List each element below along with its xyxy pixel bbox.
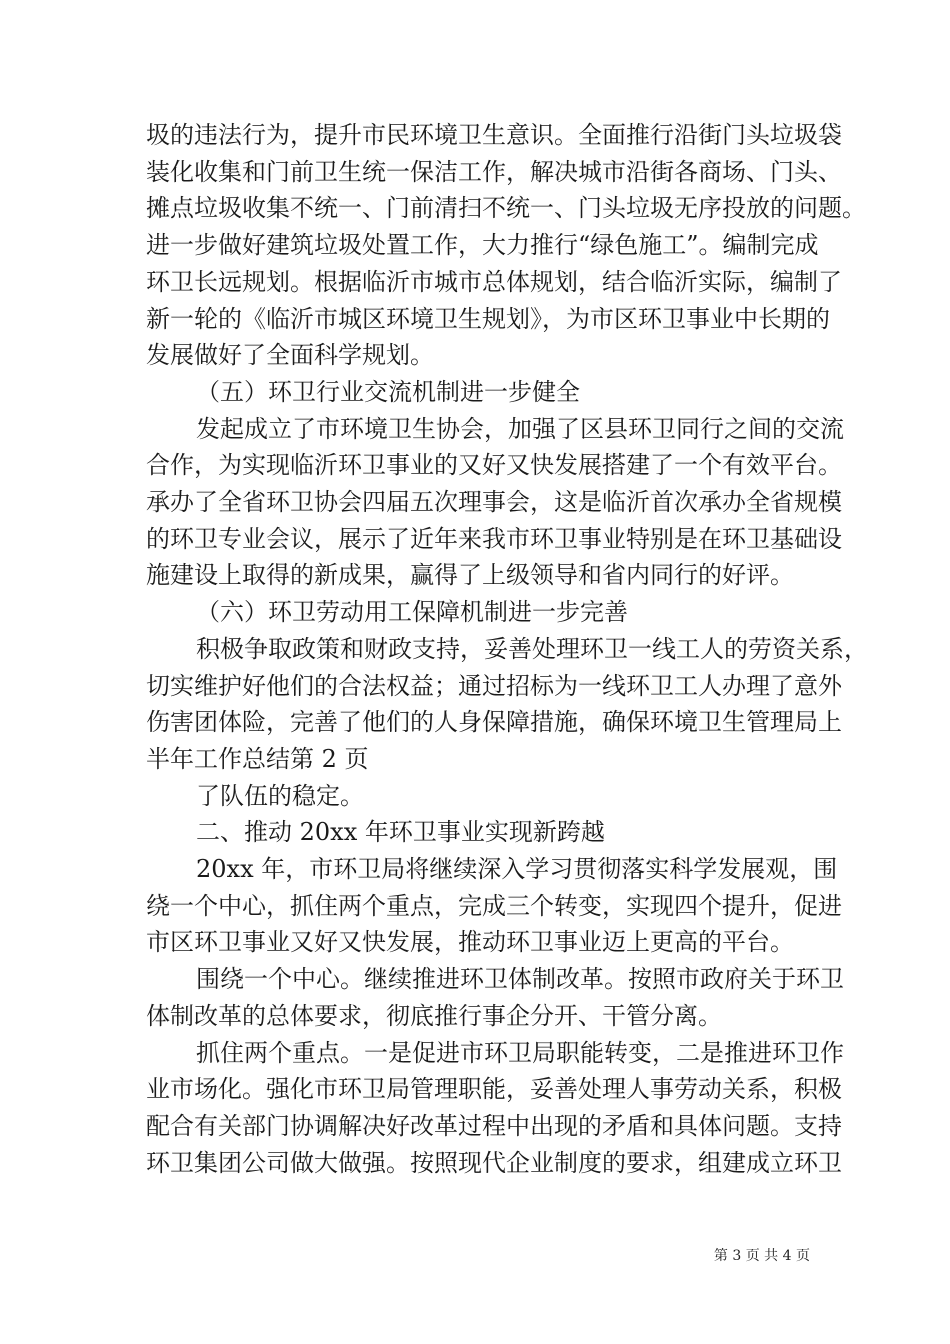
text-line: 发起成立了市环境卫生协会，加强了区县环卫同行之间的交流 xyxy=(196,414,844,443)
text-line: 环卫集团公司做大做强。按照现代企业制度的要求，组建成立环卫 xyxy=(146,1148,842,1177)
text-line: 业市场化。强化市环卫局管理职能，妥善处理人事劳动关系，积极 xyxy=(146,1075,842,1104)
text-line: 伤害团体险，完善了他们的人身保障措施，确保环境卫生管理局上 xyxy=(146,708,842,737)
text-line: 发展做好了全面科学规划。 xyxy=(146,341,434,370)
section-heading: （六）环卫劳动用工保障机制进一步完善 xyxy=(196,598,628,627)
text-line: 圾的违法行为，提升市民环境卫生意识。全面推行沿街门头垃圾袋 xyxy=(146,121,842,149)
text-line: 抓住两个重点。一是促进市环卫局职能转变，二是推进环卫作 xyxy=(196,1038,844,1067)
text-line: 配合有关部门协调解决好改革过程中出现的矛盾和具体问题。支持 xyxy=(146,1111,842,1140)
document-body xyxy=(146,117,868,1181)
text-line: 环卫长远规划。根据临沂市城市总体规划，结合临沂实际，编制了 xyxy=(146,267,842,296)
text-line: 了队伍的稳定。 xyxy=(196,781,364,810)
text-line: 20xx 年，市环卫局将继续深入学习贯彻落实科学发展观，围 xyxy=(196,855,838,884)
text-line: 施建设上取得的新成果，赢得了上级领导和省内同行的好评。 xyxy=(146,561,794,590)
page-number: 第 3 页 共 4 页 xyxy=(713,1248,810,1264)
text-line: 市区环卫事业又好又快发展，推动环卫事业迈上更高的平台。 xyxy=(146,928,794,957)
text-line: 围绕一个中心。继续推进环卫体制改革。按照市政府关于环卫 xyxy=(196,965,844,994)
section-heading: （五）环卫行业交流机制进一步健全 xyxy=(196,377,580,406)
text-line: 新一轮的《临沂市城区环境卫生规划》，为市区环卫事业中长期的 xyxy=(146,304,830,333)
text-line: 装化收集和门前卫生统一保洁工作，解决城市沿街各商场、门头、 xyxy=(146,157,842,186)
text-line: 绕一个中心，抓住两个重点，完成三个转变，实现四个提升，促进 xyxy=(146,891,842,920)
text-line: 半年工作总结第 2 页 xyxy=(146,744,369,773)
text-line: 积极争取政策和财政支持，妥善处理环卫一线工人的劳资关系， xyxy=(196,634,868,663)
text-line: 切实维护好他们的合法权益；通过招标为一线环卫工人办理了意外 xyxy=(146,671,842,700)
text-line: 二、推动 20xx 年环卫事业实现新跨越 xyxy=(196,818,605,847)
text-line: 合作，为实现临沂环卫事业的又好又快发展搭建了一个有效平台。 xyxy=(146,451,842,480)
text-line: 摊点垃圾收集不统一、门前清扫不统一、门头垃圾无序投放的问题。 xyxy=(146,194,866,223)
text-line: 进一步做好建筑垃圾处置工作，大力推行“绿色施工”。编制完成 xyxy=(146,231,819,260)
text-line: 承办了全省环卫协会四届五次理事会，这是临沂首次承办全省规模 xyxy=(146,488,842,517)
text-line: 体制改革的总体要求，彻底推行事企分开、干管分离。 xyxy=(146,1001,722,1030)
text-line: 的环卫专业会议，展示了近年来我市环卫事业特别是在环卫基础设 xyxy=(146,524,842,553)
